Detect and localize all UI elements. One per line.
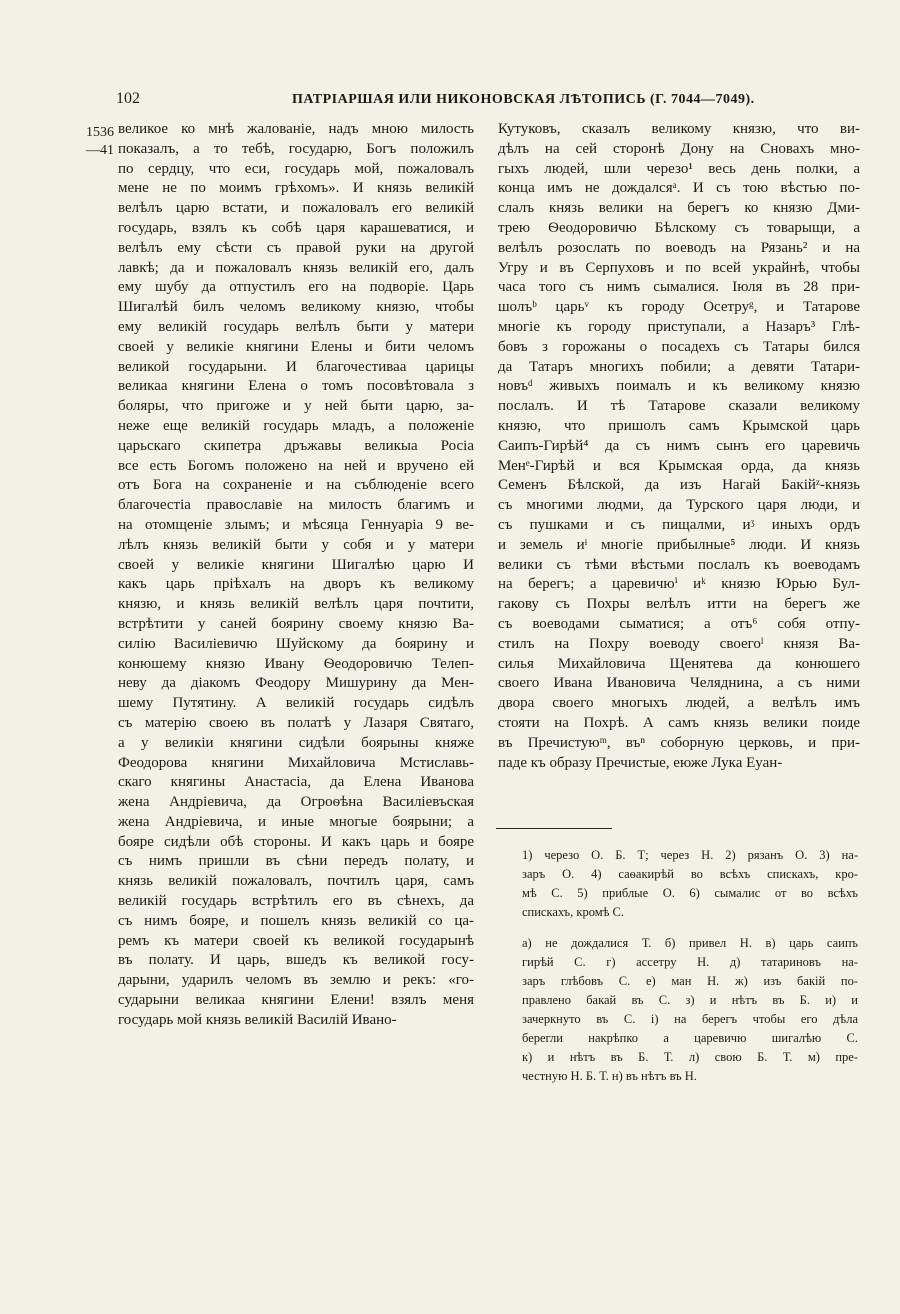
text-line: государь мой князь великій Василій Ивано- <box>118 1011 397 1028</box>
text-line: стояти на Похрѣ. А самъ князь велики поиде <box>498 714 860 731</box>
footnote-line: спискахъ, кромѣ С. <box>522 905 625 919</box>
text-line: великій государь встрѣтилъ его въ сѣнехъ, да <box>118 893 474 910</box>
footnote-divider <box>496 828 612 829</box>
text-line: на берегъ; а царевичюⁱ иᵏ князю Юрью Бул- <box>498 576 860 593</box>
text-line: конца имъ не дождалсяᵃ. И съ тою вѣстью по- <box>498 180 860 197</box>
text-line: князю, и князь великій велѣлъ царя почтити, <box>118 596 474 613</box>
text-line: великой государыни. И благочестиваа царицы <box>118 358 474 375</box>
footnotes-numbered <box>522 846 858 922</box>
footnote-line: берегли накрѣпко а царевичю шигалѣю С. <box>522 1031 858 1045</box>
text-line: съ нимъ бояре, и пошелъ князь великій со ца- <box>118 912 474 929</box>
text-line: ремъ къ матери своей къ великой государынѣ <box>118 932 474 949</box>
footnote-line: а) не дождалися Т. б) привел Н. в) царь саипъ <box>522 936 858 950</box>
text-line: Угру и въ Серпуховъ и по всей украйнѣ, чтобы <box>498 259 860 276</box>
text-line: жена Андріевича, и иные многые боярыни; а <box>118 813 474 830</box>
text-line: велѣлъ ему сѣсти съ правой руки на другой <box>118 239 474 256</box>
text-line: силію Василіевичю Шуйскому да боярину и <box>118 635 474 652</box>
footnote-line: к) и нѣтъ въ Б. Т. л) свою Б. Т. м) пре- <box>522 1050 858 1064</box>
text-line: Феодорова княгини Михайловича Мстиславь- <box>118 754 474 771</box>
text-line: князь великій пожаловалъ, почтилъ царя, самъ <box>118 873 474 890</box>
text-line: новъᵈ живыхъ поималъ и къ великому князю <box>498 378 860 395</box>
footnote-line: заръ О. 4) саѳакирѣй во всѣхъ спискахъ, кро- <box>522 867 858 881</box>
text-line: двора своего многыхъ людей, а велѣлъ имъ <box>498 695 860 712</box>
text-line: ему великій государь велѣлъ быти у матери <box>118 318 474 335</box>
text-line: и земель иᶤ многіе прибылные⁵ люди. И князь <box>498 536 860 553</box>
text-line: Шигалѣй билъ челомъ великому князю, чтобы <box>118 299 474 316</box>
text-line: бояре сидѣли обѣ стороны. И какъ царь и бояре <box>118 833 474 850</box>
text-line: съ воеводами сыматися; а отъ⁶ собя отпу- <box>498 615 860 632</box>
text-line: своей у великіе княгини Елены и бити челомъ <box>118 338 474 355</box>
footnote-line: 1) черезо О. Б. Т; через Н. 2) рязанъ О. 3) на- <box>522 848 858 862</box>
text-line: Саипъ-Гирѣй⁴ да съ нимъ сынъ его царевичь <box>498 437 860 454</box>
footnote-line: зачеркнуто въ С. і) на берегъ чтобы его дѣла <box>522 1012 858 1026</box>
text-line: скаго княгины Анастасіа, да Елена Ивановa <box>118 774 474 791</box>
margin-year-start: 1536 <box>86 125 114 140</box>
text-line: все есть Богомъ положено на ней и вручено ей <box>118 457 474 474</box>
text-line: слалъ князь велики на берегъ ко князю Дми- <box>498 200 860 217</box>
text-line: силья Михайловича Щенятева да конюшего <box>498 655 860 672</box>
margin-year-end: —41 <box>86 143 114 158</box>
text-line: князю, что пришолъ самъ Крымской царь <box>498 417 860 434</box>
left-column <box>118 120 474 1031</box>
text-line: съ матерію своею въ полатѣ у Лазаря Святаго, <box>118 714 474 731</box>
text-line: велѣлъ розослать по воеводъ на Рязань² и на <box>498 239 860 256</box>
text-line: на отомщеніе злымъ; и мѣсяца Геннуаріа 9 ве- <box>118 516 474 533</box>
text-line: трею Ѳеодоровичю Бѣлскому съ товарыщи, а <box>498 219 860 236</box>
footnote-line: честную Н. Б. Т. н) въ нѣтъ въ Н. <box>522 1069 697 1083</box>
text-line: а у великіи княгини сидѣли боярыны княже <box>118 734 474 751</box>
text-line: сударыни великаа княгини Елени! взялъ меня <box>118 992 474 1009</box>
running-header: ПАТРІАРШАЯ ИЛИ НИКОНОВСКАЯ ЛѢТОПИСЬ (Г. 7044—7049). <box>292 92 755 107</box>
text-line: встрѣтити у саней боярину своему князю Ва- <box>118 615 474 632</box>
text-line: часа того съ нимъ сымалися. Іюля въ 28 при- <box>498 279 860 296</box>
text-line: отъ Бога на сохраненіе и на съблюденіе всего <box>118 477 474 494</box>
text-line: ему шубу да отпустилъ его на подворіе. Царь <box>118 279 474 296</box>
footnote-line: гирѣй С. г) ассетру Н. д) татариновъ на- <box>522 955 858 969</box>
text-line: великаа княгини Елена о томъ посовѣтовала з <box>118 378 474 395</box>
text-line: шему Путятину. А великій государь сидѣлъ <box>118 695 474 712</box>
text-line: шолъᵇ царьᵛ къ городу Осетруᵍ, и Татарове <box>498 299 860 316</box>
margin-year-note <box>86 124 114 160</box>
text-line: какъ царь пріѣхалъ на дворъ къ великому <box>118 576 474 593</box>
footnote-line: мѣ С. 5) приблые О. 6) сымалис от во всѣхъ <box>522 886 858 900</box>
text-line: государь, взялъ къ собѣ царя карашеватися, и <box>118 219 474 236</box>
text-line: своей у великіе княгини Шигалѣю царю И <box>118 556 474 573</box>
text-line: многіе къ городу приступали, а Назаръ³ Глѣ- <box>498 318 860 335</box>
text-line: великое ко мнѣ жалованіе, надъ мною милость <box>118 121 474 137</box>
text-line: гыхъ людей, шли черезо¹ весь день полки, а <box>498 160 860 177</box>
text-line: въ полату. И царь, вшедъ къ великой госу- <box>118 952 474 969</box>
text-line: съ пушками и съ пищалми, иᶾ иныхъ ордъ <box>498 516 860 533</box>
text-line: да Татаръ многихъ побили; а девяти Татари- <box>498 358 860 375</box>
text-line: паде къ образу Пречистые, еюже Лука Еуан- <box>498 754 783 771</box>
text-line: Кутуковъ, сказалъ великому князю, что ви- <box>498 121 860 137</box>
text-line: благочестіа православіе на милость благимъ и <box>118 497 474 514</box>
text-line: съ нимъ пришли въ сѣни передъ полату, и <box>118 853 474 870</box>
text-line: гакову съ Похры велѣлъ итти на берегъ же <box>498 596 860 613</box>
text-line: по сердцу, что еси, государь мой, пожаловалъ <box>118 160 474 177</box>
text-line: неву да діакомъ Феодору Мишурину да Мен- <box>118 675 474 692</box>
text-line: велѣлъ царю встати, и пожаловалъ его великій <box>118 200 474 217</box>
text-line: бовъ з горожаны о посадехъ съ Татары бился <box>498 338 860 355</box>
text-line: лѣлъ князь великій быти у собя и у матери <box>118 536 474 553</box>
text-line: дарыни, ударилъ челомъ въ землю и рекъ: «го- <box>118 972 474 989</box>
text-line: показалъ, а то тебѣ, государю, Богъ положилъ <box>118 140 474 157</box>
footnote-line: заръ глѣбовъ С. е) ман Н. ж) изъ бакій по- <box>522 974 858 988</box>
text-line: неже еще великій государь младъ, а положеніе <box>118 417 474 434</box>
text-line: Семенъ Бѣлской, да изъ Нагай Бакійᶻ-князь <box>498 477 860 494</box>
text-line: боляры, что пригоже и у ней быти царю, за- <box>118 398 474 415</box>
text-line: лавкѣ; да и пожаловалъ князь великій его, далъ <box>118 259 474 276</box>
text-line: въ Пречистуюᵐ, въⁿ соборную церковь, и при- <box>498 734 860 751</box>
text-line: мене не по моимъ грѣхомъ». И князь великій <box>118 180 474 197</box>
text-line: велики съ тѣми вѣстьми послалъ къ воеводамъ <box>498 556 860 573</box>
footnote-line: правлено бакай въ С. з) и нѣтъ въ Б. и) и <box>522 993 858 1007</box>
right-column <box>498 120 860 773</box>
text-line: Менᵉ-Гирѣй и вся Крымская орда, да князь <box>498 457 860 474</box>
text-line: съ многими людми, да Турского царя люди, и <box>498 497 860 514</box>
text-line: жена Андріевича, да Огроѳѣна Василіевъская <box>118 794 474 811</box>
text-line: дѣлъ на сей сторонѣ Дону на Сновахъ мно- <box>498 140 860 157</box>
text-line: своего Ивана Ивановича Челяднина, а съ ними <box>498 675 860 692</box>
text-line: царьскаго скипетра дръжавы великыа Росіа <box>118 437 474 454</box>
text-line: послалъ. И тѣ Татарове сказали великому <box>498 398 860 415</box>
footnotes-lettered <box>522 934 858 1086</box>
page-number: 102 <box>116 90 140 107</box>
text-line: стилъ на Похру воеводу своегоˡ князя Ва- <box>498 635 860 652</box>
text-line: конюшему князю Ивану Ѳеодоровичю Телеп- <box>118 655 474 672</box>
